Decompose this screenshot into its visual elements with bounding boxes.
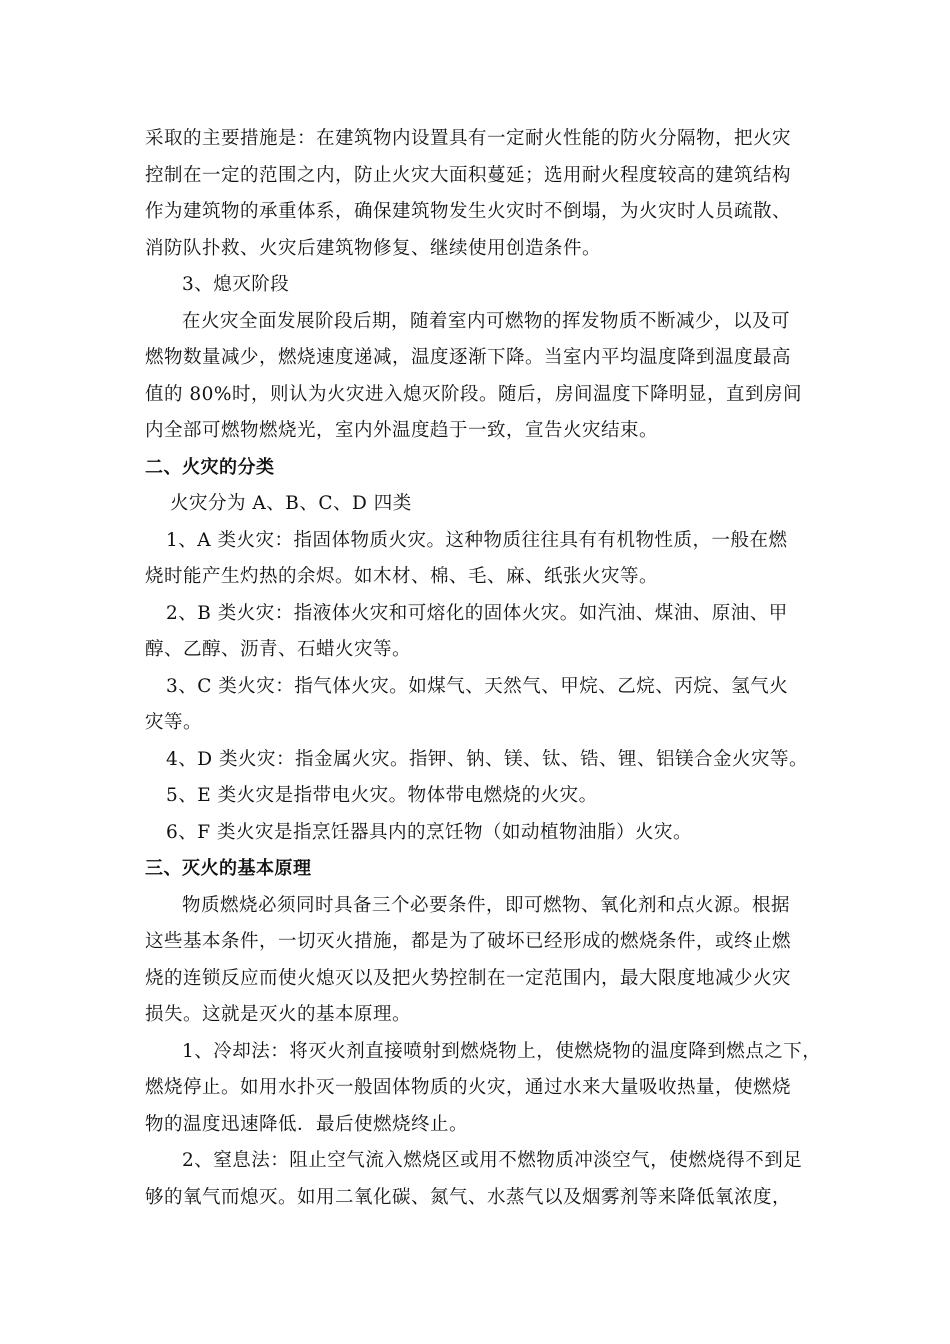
list-item: 3、C 类火灾：指气体火灾。如煤气、天然气、甲烷、乙烷、丙烷、氢气火 [166, 676, 789, 697]
list-item: 2、窒息法：阻止空气流入燃烧区或用不燃物质冲淡空气，使燃烧得不到足 [182, 1150, 803, 1171]
list-item: 5、E 类火灾是指带电火灾。物体带电燃烧的火灾。 [166, 785, 598, 806]
paragraph-line: 内全部可燃物燃烧光，室内外温度趋于一致，宣告火灾结束。 [145, 420, 659, 441]
paragraph-line: 燃烧停止。如用水扑灭一般固体物质的火灾，通过水来大量吸收热量，使燃烧 [145, 1077, 792, 1098]
paragraph-line: 够的氧气而熄灭。如用二氧化碳、氮气、水蒸气以及烟雾剂等来降低氧浓度， [145, 1187, 792, 1208]
section-heading: 三、灭火的基本原理 [145, 858, 312, 879]
paragraph-line: 火灾分为 A、B、C、D 四类 [170, 493, 412, 514]
paragraph-line: 灾等。 [145, 712, 203, 733]
paragraph-line: 烧的连锁反应而使火熄灭以及把火势控制在一定范围内，最大限度地减少火灾 [145, 968, 792, 989]
list-item: 1、冷却法：将灭火剂直接喷射到燃烧物上，使燃烧物的温度降到燃点之下， [182, 1041, 822, 1062]
list-item: 1、A 类火灾：指固体物质火灾。这种物质往往具有有机物性质，一般在燃 [166, 530, 788, 551]
paragraph-line: 控制在一定的范围之内，防止火灾大面积蔓延；选用耐火程度较高的建筑结构 [145, 165, 792, 186]
paragraph-line: 物质燃烧必须同时具备三个必要条件，即可燃物、氧化剂和点火源。根据 [182, 895, 791, 916]
paragraph-line: 醇、乙醇、沥青、石蜡火灾等。 [145, 639, 412, 660]
paragraph-line: 消防队扑救、火灾后建筑物修复、继续使用创造条件。 [145, 238, 602, 259]
paragraph-line: 作为建筑物的承重体系，确保建筑物发生火灾时不倒塌，为火灾时人员疏散、 [145, 201, 792, 222]
paragraph-line: 值的 80%时，则认为火灾进入熄灭阶段。随后，房间温度下降明显，直到房间 [145, 384, 803, 405]
paragraph-line: 燃物数量减少，燃烧速度递减，温度逐渐下降。当室内平均温度降到温度最高 [145, 347, 792, 368]
paragraph-line: 物的温度迅速降低．最后使燃烧终止。 [145, 1114, 469, 1135]
paragraph-line: 采取的主要措施是：在建筑物内设置具有一定耐火性能的防火分隔物，把火灾 [145, 128, 792, 149]
list-item: 6、F 类火灾是指烹饪器具内的烹饪物（如动植物油脂）火灾。 [166, 822, 692, 843]
list-item: 2、B 类火灾：指液体火灾和可熔化的固体火灾。如汽油、煤油、原油、甲 [166, 603, 788, 624]
paragraph-line: 这些基本条件，一切灭火措施，都是为了破坏已经形成的燃烧条件，或终止燃 [145, 931, 792, 952]
section-heading: 二、火灾的分类 [145, 457, 275, 478]
paragraph-line: 损失。这就是灭火的基本原理。 [145, 1004, 412, 1025]
list-item: 4、D 类火灾：指金属火灾。指钾、钠、镁、钛、锆、锂、铝镁合金火灾等。 [166, 749, 808, 770]
paragraph-line: 烧时能产生灼热的余烬。如木材、棉、毛、麻、纸张火灾等。 [145, 566, 659, 587]
subsection-heading: 3、熄灭阶段 [182, 274, 290, 295]
paragraph-line: 在火灾全面发展阶段后期，随着室内可燃物的挥发物质不断减少，以及可 [182, 311, 791, 332]
